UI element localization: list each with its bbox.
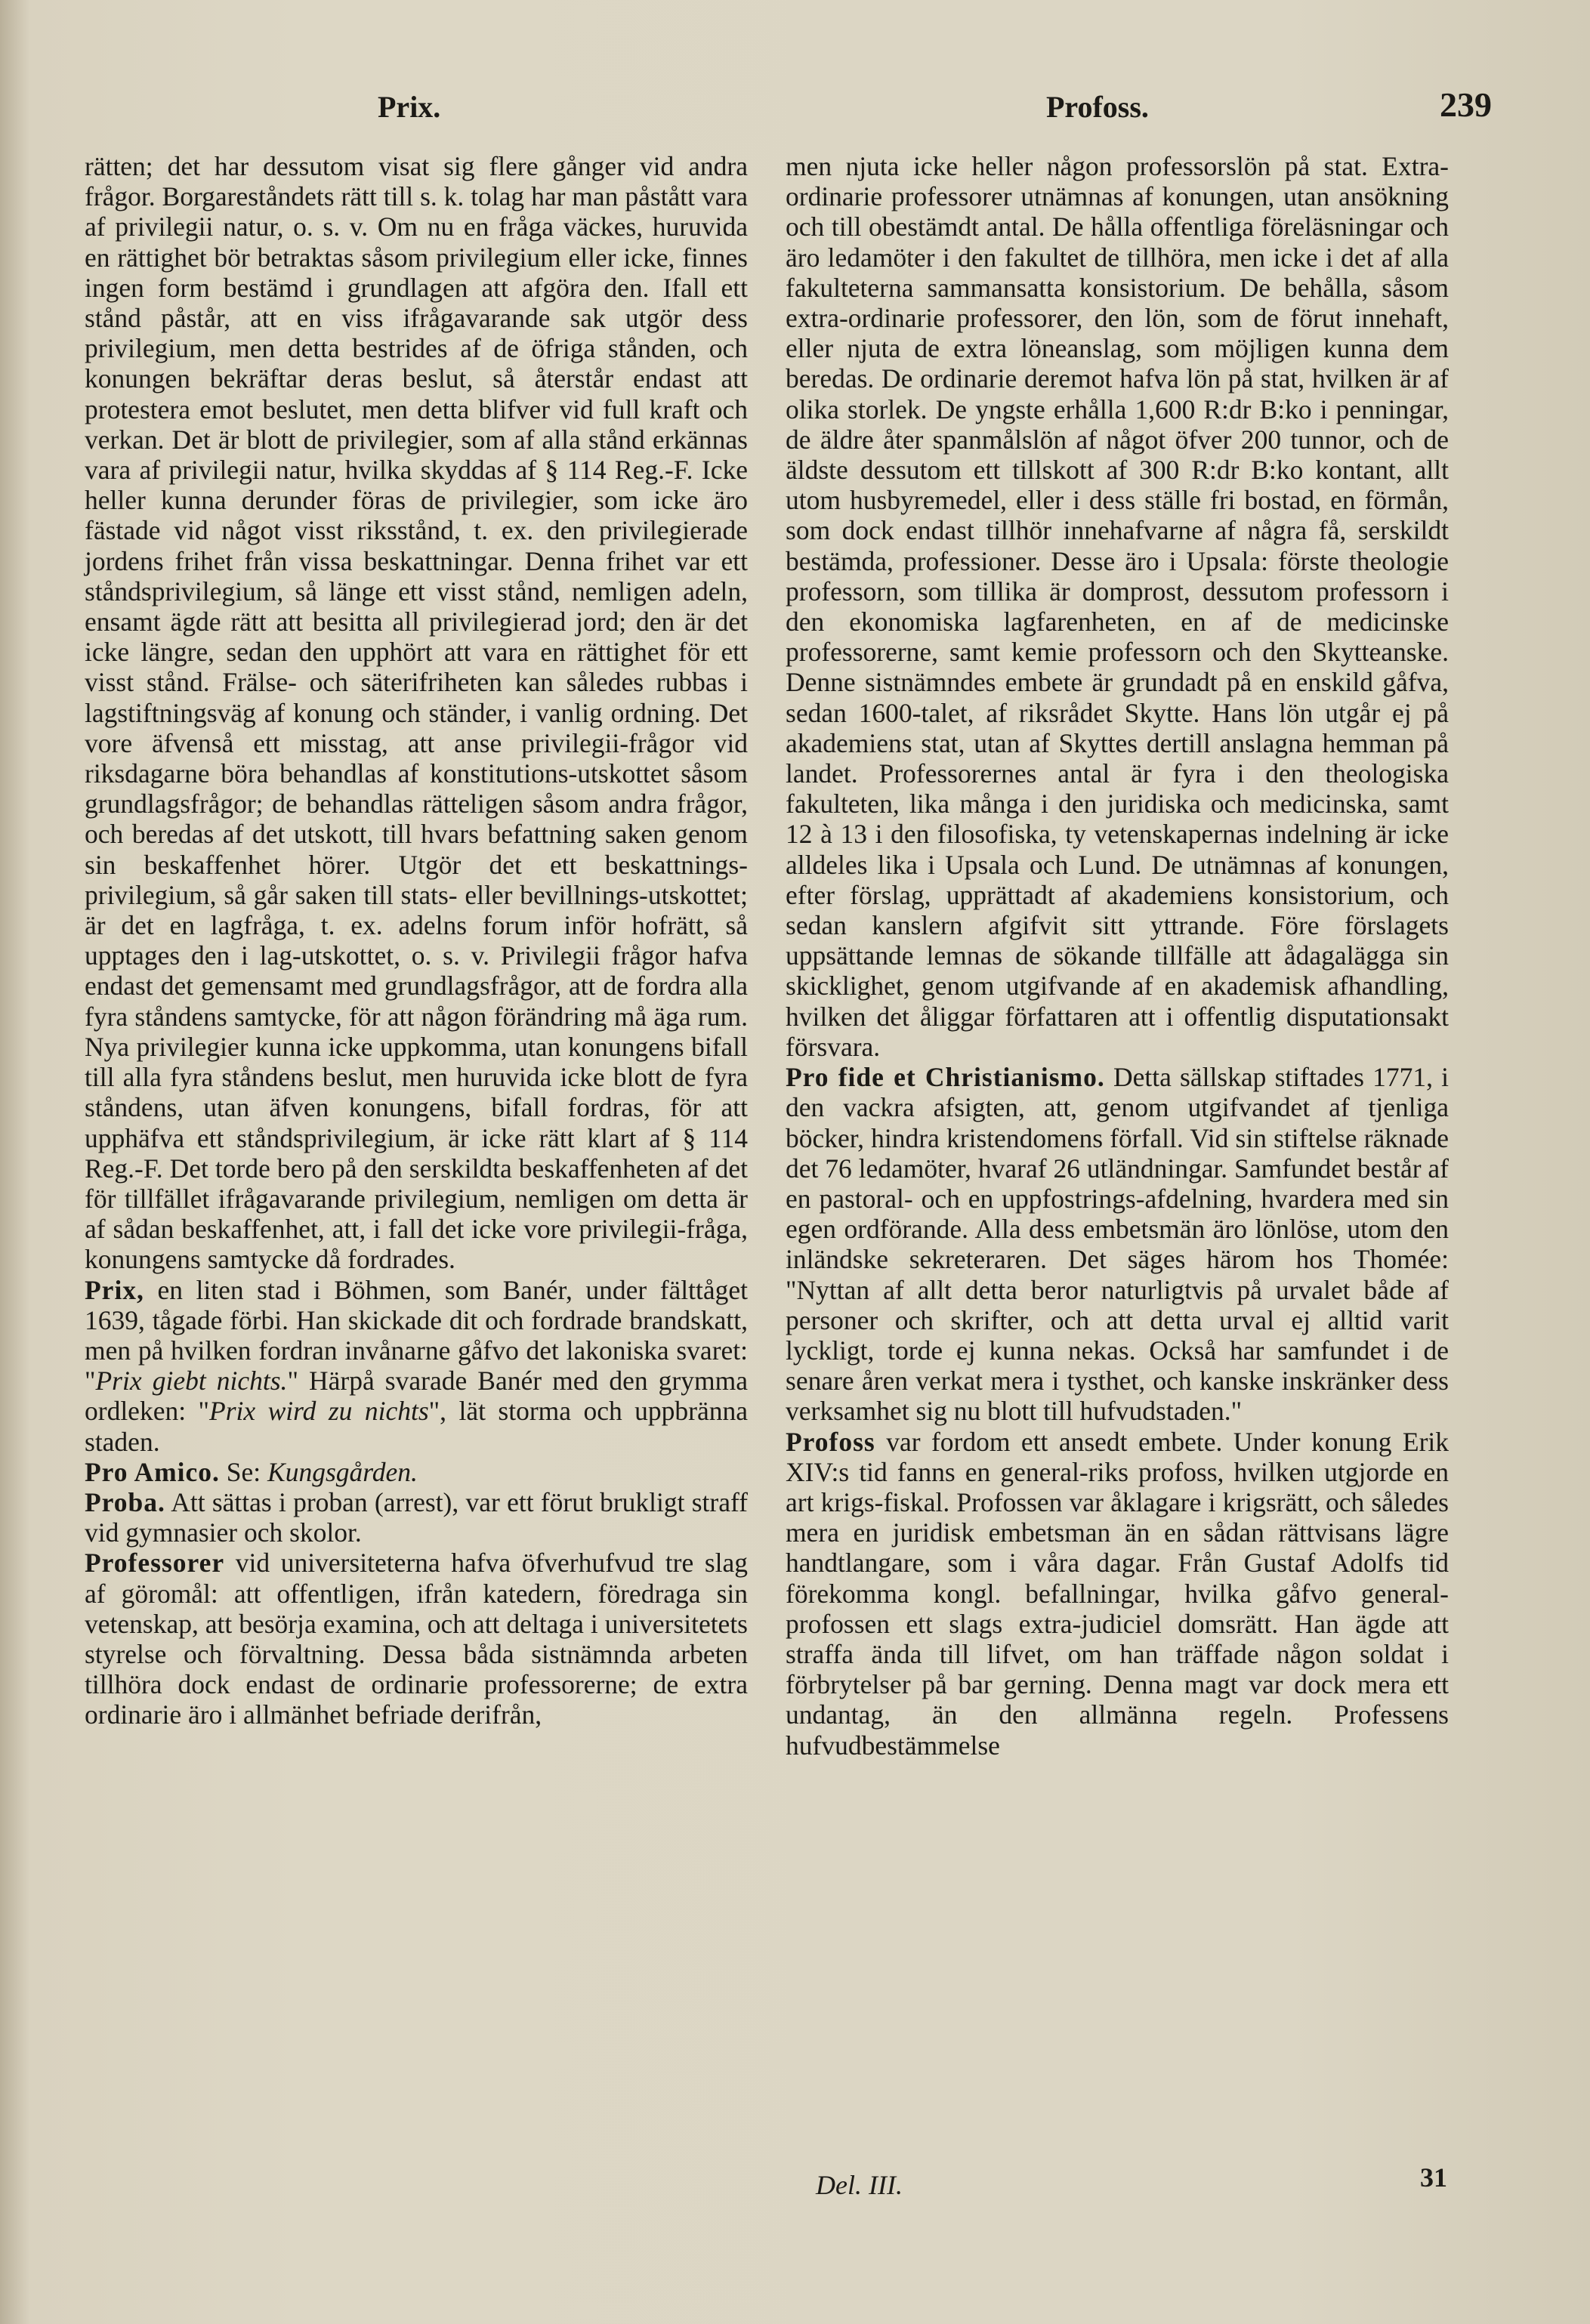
entry-pro-amico-ref: Kungsgården. bbox=[267, 1456, 418, 1487]
right-column bbox=[786, 151, 1449, 1761]
paragraph-professorer-cont: men njuta icke heller någon professorslön på stat. Extra-ordinarie professorer utnämnas af konungen, utan ansökning och till obestämdt antal. De hålla offentliga föreläsningar och äro ledamöter i den fakultet de tillhöra, men icke i det af alla fakulteterna sammansatta konsistorium. De behålla, såsom extra-ordinarie professorer, den lön, som de förut innehaft, eller njuta de extra löneanslag, som möjligen kunna dem beredas. De ordinarie deremot hafva lön på stat, hvilken är af olika storlek. De yngste erhålla 1,600 R:dr B:ko i penningar, de äldre åter spanmålslön af något öfver 200 tunnor, och de äldste dessutom ett tillskott af 300 R:dr B:ko kontant, allt utom husbyremedel, eller i dess ställe fri bostad, en förmån, som dock endast tillhör innehafvarne af några få, serskildt bestämda, professioner. Desse äro i Upsala: förste theologie professorn, som tillika är domprost, dessutom professorn i den ekonomiska lagfarenheten, en af de medicinske professorerne, samt kemie professorn och den Skytteanske. Denne sistnämndes embete är grundadt på en enskild gåfva, sedan 1600-talet, af riksrådet Skytte. Hans lön utgår ej på akademiens stat, utan af Skyttes dertill anslagna hemman på landet. Professorernes antal är fyra i den theologiska fakulteten, lika många i den juridiska och medicinska, samt 12 à 13 i den filosofiska, ty vetenskapernas indelning är icke alldeles lika i Upsala och Lund. De utnämnas af konungen, efter förslag, upprättadt af akademiens konsistorium, och sedan kanslern afgifvit sitt yttrande. Före förslagets uppsättande lemnas de sökande tillfälle att ådagalägga sin skicklighet, genom utgifvande af en akademisk afhandling, hvilken det åliggar författaren att i offentlig disputationsakt försvara. bbox=[786, 151, 1449, 1062]
entry-prix bbox=[85, 1275, 748, 1457]
entry-professorer-text: vid universiteterna hafva öfverhufvud tre slag af göromål: att offentligen, ifrån katedern, föredraga sin vetenskap, att besörja examina, och att deltaga i universitetets styrelse och förvaltning. Dessa båda sistnämnda arbeten tillhöra dock endast de ordinarie professorerne; de extra ordinarie äro i allmänhet befriade derifrån, bbox=[85, 1548, 749, 1730]
headword-professorer: Professorer bbox=[85, 1548, 225, 1579]
entry-prix-text2: " Härpå svarade Banér med den grymma ordleken: " bbox=[85, 1366, 748, 1427]
headword-pro-amico: Pro Amico. bbox=[85, 1456, 220, 1487]
entry-pro-fide-text: Detta sällskap stiftades 1771, i den vackra afsigten, att, genom utgifvandet af tjenliga böcker, hindra kristendomens förfall. Vid sin stiftelse räknade det 76 ledamöter, hvaraf 26 utländningar. Samfundet består af en pastoral- och en uppfostrings-afdelning, hvardera med sin egen ordförande. Alla dess embetsmän äro lönlöse, utom den inländske sekreteraren. Det säges härom hos Thomée: "Nyttan af allt detta beror naturligtvis på urvalet både af personer och skrifter, och att detta urval ej alltid varit lyckligt, torde ej kunna nekas. Också har samfundet i de senare åren verkat mera i tysthet, och kanske inskränker dess verksamhet sig nu blott till hufvudstaden." bbox=[786, 1062, 1449, 1427]
headword-profoss: Profoss bbox=[786, 1426, 875, 1457]
entry-prix-text: en liten stad i Böhmen, som Banér, under fälttåget 1639, tågade förbi. Han skickade dit och fordrade brandskatt, men på hvilken fordran invånarne gåfvo det lakoniska svaret: " bbox=[85, 1274, 749, 1397]
entry-prix-quote2: Prix wird zu nichts bbox=[209, 1396, 429, 1427]
left-column bbox=[85, 151, 748, 1730]
header-left-word: Prix. bbox=[378, 90, 441, 124]
entry-proba-text: Att sättas i proban (arrest), var ett förut brukligt straff vid gymnasier och skolor. bbox=[85, 1486, 748, 1548]
headword-pro-fide: Pro fide et Christianismo. bbox=[786, 1062, 1105, 1093]
paragraph-ratten: rätten; det har dessutom visat sig flere gånger vid andra frågor. Borgareståndets rätt till s. k. tolag har man påstått vara af privilegii natur, o. s. v. Om nu en fråga väckes, huruvida en rättighet bör betraktas såsom privilegium eller icke, finnes ingen form bestämd i grundlagen att afgöra den. Ifall ett stånd påstår, att en viss ifrågavarande sak utgör dess privilegium, men detta bestrides af de öfriga stånden, och konungen bekräftar deras beslut, så återstår endast att protestera emot beslutet, men detta blifver vid full kraft och verkan. Det är blott de privilegier, som af alla stånd erkännas vara af privilegii natur, hvilka skyddas af § 114 Reg.-F. Icke heller kunna derunder föras de privilegier, som icke äro fästade vid något visst riksstånd, t. ex. den privilegierade jordens frihet från vissa beskattningar. Denna frihet var ett ståndsprivilegium, så länge ett visst stånd, nemligen adeln, ensamt ägde rätt att besitta all privilegierad jord; den är det icke längre, sedan den upphört att vara en rättighet för ett visst stånd. Frälse- och säterifriheten kan således rubbas i lagstiftningsväg af konung och ständer, i vanlig ordning. Det vore äfvenså ett misstag, att anse privilegii-frågor vid riksdagarne böra behandlas af konstitutions-utskottet såsom grundlagsfrågor; de behandlas rätteligen såsom andra frågor, och beredas af det utskott, till hvars befattning saken genom sin beskaffenhet hörer. Utgör det ett beskattnings-privilegium, så går saken till stats- eller bevillnings-utskottet; är det en lagfråga, t. ex. adelns forum inför hofrätt, så upptages den i lag-utskottet, o. s. v. Privilegii frågor hafva endast det gemensamt med grundlagsfrågor, att de fordra alla fyra ståndens samtycke, för att någon förändring må äga rum. Nya privilegier kunna icke uppkomma, utan konungens bifall till alla fyra ståndens beslut, men huruvida icke blott de fyra ståndens, utan äfven konungens, bifall fordras, för att upphäfva ett ståndsprivilegium, är icke rätt klart af § 114 Reg.-F. Det torde bero på den serskildta beskaffenheten af det för tillfället ifrågavarande privilegium, nemligen om detta är af sådan beskaffenhet, att, i fall det icke vore privilegii-fråga, konungens samtycke då fordrades. bbox=[85, 151, 748, 1275]
entry-profoss-text: var fordom ett ansedt embete. Under konung Erik XIV:s tid fanns en general-riks profoss, hvilken utgjorde en art krigs-fiskal. Profossen var åklagare i krigsrätt, och således mera en juridisk embetsman än en sådan rättvisans lägre handtlangare, som i våra dagar. Från Gustaf Adolfs tid förekomma kongl. befallningar, hvilka gåfvo general-profossen ett slags extra-judiciel domsrätt. Han ägde att straffa ända till lifvet, om han träffade någon soldat i förbrytelser på bar gerning. Denna magt var dock mera ett undantag, än den allmänna regeln. Professens hufvudbestämmelse bbox=[786, 1426, 1450, 1761]
volume-label: Del. III. bbox=[816, 2170, 903, 2200]
entry-pro-amico-text: Se: bbox=[226, 1456, 268, 1487]
header-center-word: Profoss. bbox=[1046, 90, 1149, 124]
headword-prix: Prix, bbox=[85, 1274, 144, 1305]
entry-profoss bbox=[786, 1427, 1449, 1761]
entry-proba bbox=[85, 1487, 748, 1548]
entry-prix-quote1: Prix giebt nichts. bbox=[95, 1366, 288, 1397]
page-footer bbox=[76, 2162, 1526, 2207]
running-header bbox=[76, 85, 1526, 134]
page-number: 239 bbox=[1440, 85, 1492, 124]
headword-proba: Proba. bbox=[85, 1486, 165, 1517]
entry-pro-fide bbox=[786, 1062, 1449, 1426]
entry-professorer bbox=[85, 1548, 748, 1730]
signature-mark: 31 bbox=[1420, 2162, 1447, 2193]
entry-prix-text3: ", lät storma och uppbränna staden. bbox=[85, 1396, 748, 1457]
entry-pro-amico bbox=[85, 1457, 748, 1487]
